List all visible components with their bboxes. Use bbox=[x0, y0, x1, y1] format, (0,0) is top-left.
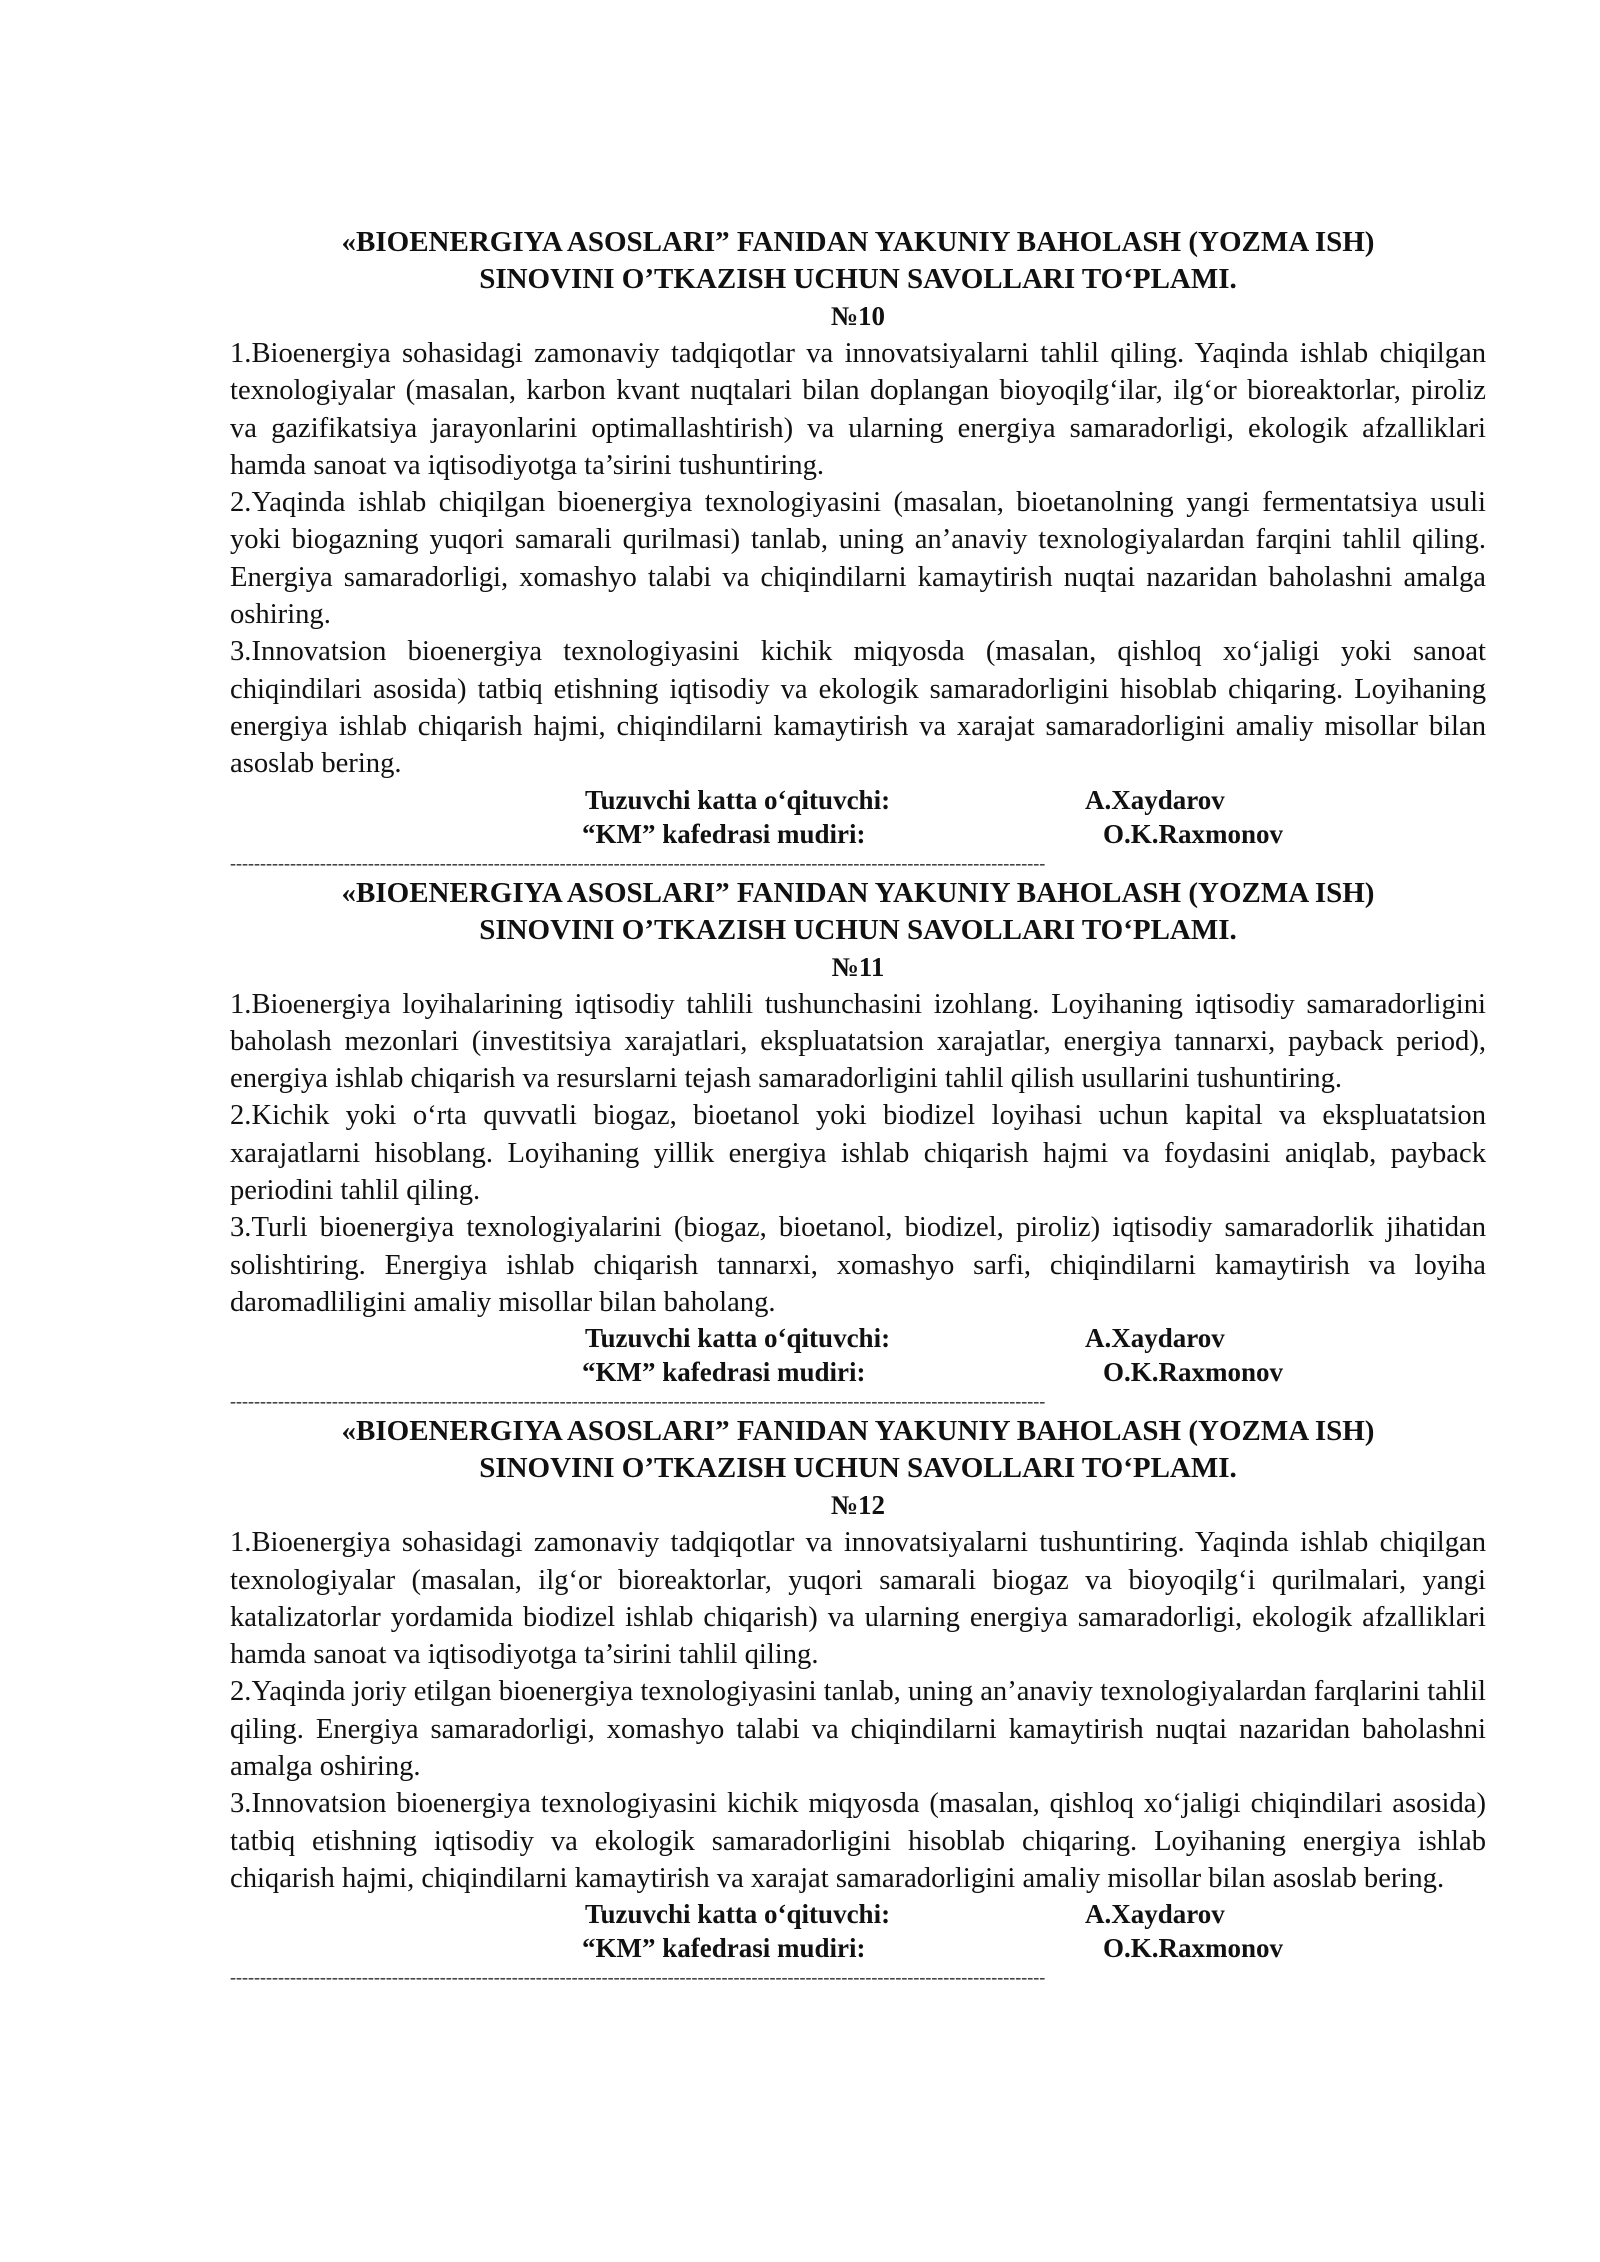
ticket-block-12 bbox=[230, 1413, 1486, 1989]
head-role: “KM” kafedrasi mudiri: bbox=[582, 1357, 866, 1388]
head-name: O.K.Raxmonov bbox=[1103, 1933, 1284, 1964]
question-2: 2.Yaqinda ishlab chiqilgan bioenergiya texnologiyasini (masalan, bioetanolning yangi fermentatsiya usuli yoki biogazning yuqori samarali qurilmasi) tanlab, uning an’anaviy texnologiyalardan farqini tahlil qiling. Energiya samaradorligi, xomashyo talabi va chiqindilarni kamaytirish nuqtai nazaridan baholashni amalga oshiring. bbox=[230, 487, 1486, 631]
ticket-block-10 bbox=[230, 224, 1486, 875]
author-name: A.Xaydarov bbox=[1085, 784, 1225, 815]
author-role: Tuzuvchi katta o‘qituvchi: bbox=[585, 1899, 891, 1930]
document-page bbox=[230, 224, 1486, 1989]
question-3: 3.Turli bioenergiya texnologiyalarini (biogaz, bioetanol, biodizel, piroliz) iqtisodiy samaradorlik jihatidan solishtiring. Energiya ishlab chiqarish tannarxi, xomashyo sarfi, chiqindilarni kamaytirish va loyiha daromadliligini amaliy misollar bilan baholang. bbox=[230, 1212, 1486, 1318]
head-name: O.K.Raxmonov bbox=[1103, 818, 1284, 849]
question-1: 1.Bioenergiya loyihalarining iqtisodiy tahlili tushunchasini izohlang. Loyihaning iqtisodiy samaradorligini baholash mezonlari (investitsiya xarajatlari, ekspluatatsion xarajatlar, energiya tannarxi, payback period), energiya ishlab chiqarish va resurslarni tejash samaradorligini tahlil qilish usullarini tushuntiring. bbox=[230, 988, 1486, 1095]
question-2: 2.Kichik yoki o‘rta quvvatli biogaz, bioetanol yoki biodizel loyihasi uchun kapital va ekspluatatsion xarajatlarni hisoblang. Loyihaning yillik energiya ishlab chiqarish hajmi va foydasini aniqlab, payback periodini tahlil qiling. bbox=[230, 1100, 1486, 1207]
head-role: “KM” kafedrasi mudiri: bbox=[582, 1933, 866, 1964]
question-1: 1.Bioenergiya sohasidagi zamonaviy tadqiqotlar va innovatsiyalarni tahlil qiling. Yaqinda ishlab chiqilgan texnologiyalar (masalan, karbon kvant nuqtalari bilan doplangan bioyoqilg‘ilar, ilg‘or bioreaktorlar, piroliz va gazifikatsiya jarayonlarini optimallashtirish) va ularning energiya samaradorligi, ekologik afzalliklari hamda sanoat va iqtisodiyotga ta’sirini tushuntiring. bbox=[230, 338, 1486, 481]
ticket-title-line2: SINOVINI O’TKAZISH UCHUN SAVOLLARI TO‘PLAMI. bbox=[479, 263, 1237, 295]
ticket-title-line2: SINOVINI O’TKAZISH UCHUN SAVOLLARI TO‘PLAMI. bbox=[479, 1452, 1237, 1485]
question-2: 2.Yaqinda joriy etilgan bioenergiya texnologiyasini tanlab, uning an’anaviy texnologiyalardan farqlarini tahlil qiling. Energiya samaradorligi, xomashyo talabi va chiqindilarni kamaytirish nuqtai nazaridan baholashni amalga oshiring. bbox=[230, 1676, 1486, 1783]
author-role: Tuzuvchi katta o‘qituvchi: bbox=[585, 1323, 891, 1354]
separator-line: ---------------------------------------------------------------------------------------------------------------------------------------- bbox=[230, 1391, 1046, 1412]
ticket-title-line1: «BIOENERGIYA ASOSLARI” FANIDAN YAKUNIY BAHOLASH (YOZMA ISH) bbox=[341, 876, 1375, 909]
question-3: 3.Innovatsion bioenergiya texnologiyasini kichik miqyosda (masalan, qishloq xo‘jaligi chiqindilari asosida) tatbiq etishning iqtisodiy va ekologik samaradorligini hisoblab chiqaring. Loyihaning energiya ishlab chiqarish hajmi, chiqindilarni kamaytirish va xarajat samaradorligini amaliy misollar bilan asoslab bering. bbox=[230, 1788, 1486, 1894]
author-name: A.Xaydarov bbox=[1085, 1323, 1225, 1354]
signature-head bbox=[230, 1931, 1486, 1965]
signature-author bbox=[230, 1897, 1486, 1931]
author-role: Tuzuvchi katta o‘qituvchi: bbox=[585, 784, 891, 815]
ticket-number: №12 bbox=[830, 1490, 886, 1521]
separator-line: ---------------------------------------------------------------------------------------------------------------------------------------- bbox=[230, 852, 1046, 873]
head-name: O.K.Raxmonov bbox=[1103, 1357, 1284, 1388]
ticket-number: №10 bbox=[830, 301, 886, 331]
signature-author bbox=[230, 1321, 1486, 1355]
ticket-block-11 bbox=[230, 875, 1486, 1414]
signature-author bbox=[230, 783, 1486, 817]
ticket-title-line1: «BIOENERGIYA ASOSLARI” FANIDAN YAKUNIY BAHOLASH (YOZMA ISH) bbox=[341, 226, 1375, 258]
signature-head bbox=[230, 1355, 1486, 1389]
ticket-title-line2: SINOVINI O’TKAZISH UCHUN SAVOLLARI TO‘PLAMI. bbox=[479, 913, 1237, 946]
signature-head bbox=[230, 817, 1486, 851]
question-3: 3.Innovatsion bioenergiya texnologiyasini kichik miqyosda (masalan, qishloq xo‘jaligi yoki sanoat chiqindilari asosida) tatbiq etishning iqtisodiy va ekologik samaradorligini hisoblab chiqaring. Loyihaning energiya ishlab chiqarish hajmi, chiqindilarni kamaytirish va xarajat samaradorligini amaliy misollar bilan asoslab bering. bbox=[230, 636, 1486, 780]
ticket-title-line1: «BIOENERGIYA ASOSLARI” FANIDAN YAKUNIY BAHOLASH (YOZMA ISH) bbox=[341, 1415, 1375, 1448]
question-1: 1.Bioenergiya sohasidagi zamonaviy tadqiqotlar va innovatsiyalarni tushuntiring. Yaqinda ishlab chiqilgan texnologiyalar (masalan, ilg‘or bioreaktorlar, yuqori samarali biogaz va bioyoqilg‘i qurilmalari, yangi katalizatorlar yordamida biodizel ishlab chiqarish) va ularning energiya samaradorligi, ekologik afzalliklari hamda sanoat va iqtisodiyotga ta’sirini tahlil qiling. bbox=[230, 1527, 1486, 1671]
author-name: A.Xaydarov bbox=[1085, 1899, 1225, 1930]
ticket-number: №11 bbox=[831, 951, 885, 982]
head-role: “KM” kafedrasi mudiri: bbox=[582, 818, 866, 849]
separator-line: ---------------------------------------------------------------------------------------------------------------------------------------- bbox=[230, 1967, 1046, 1988]
